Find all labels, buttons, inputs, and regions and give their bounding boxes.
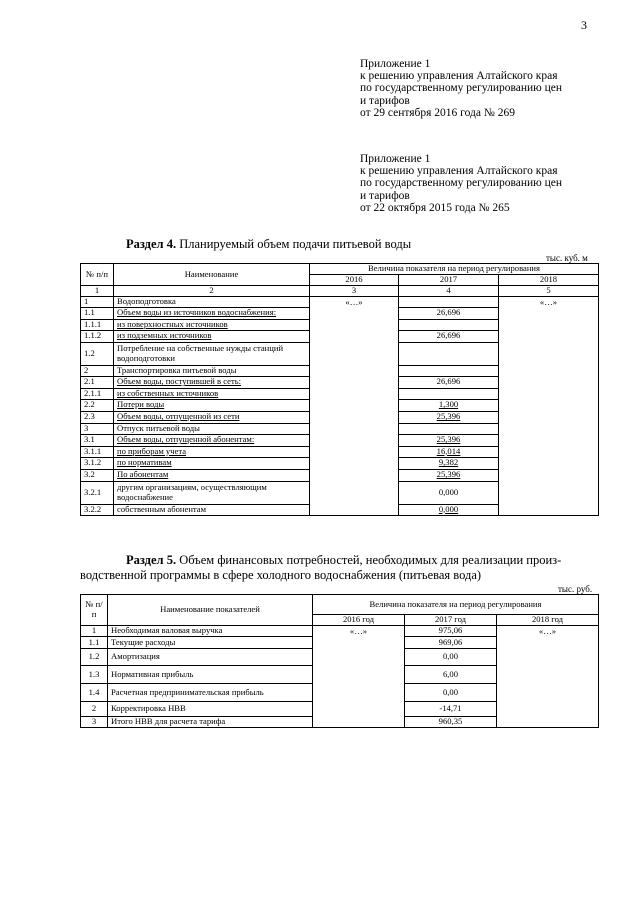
row-num: 3.1 xyxy=(81,434,114,446)
section5-title-line2: водственной программы в сфере холодного водоснабжения (питьевая вода) xyxy=(80,568,482,582)
section4-title-rest: Планируемый объем подачи питьевой воды xyxy=(176,237,412,251)
year-2016: 2016 год xyxy=(313,615,405,626)
colnum: 1 xyxy=(81,285,114,296)
row-name: Корректировка НВВ xyxy=(108,702,313,717)
value-2018-placeholder: «…» xyxy=(499,296,599,515)
appendix-line: по государственному регулированию цен xyxy=(360,82,563,95)
row-name: Потребление на собственные нужды станций водоподготовки xyxy=(114,342,310,365)
value-2017: 0,000 xyxy=(399,481,499,504)
value-2017: 26,696 xyxy=(399,376,499,388)
value-2017: 25,396 xyxy=(399,434,499,446)
row-name: Объем воды, отпущенной абонентам: xyxy=(114,434,310,446)
appendix-line: и тарифов xyxy=(360,189,410,202)
row-name: Объем воды, поступившей в сеть: xyxy=(114,376,310,388)
value-2017: 0,00 xyxy=(405,684,497,702)
row-num: 2.1 xyxy=(81,376,114,388)
colnum: 5 xyxy=(499,285,599,296)
row-num: 3 xyxy=(81,423,114,434)
appendix-line: к решению управления Алтайского края xyxy=(360,165,558,178)
appendix-line: от 22 октября 2015 года № 265 xyxy=(360,201,510,214)
section5-title-rest: Объем финансовых потребностей, необходимых для реализации произ- xyxy=(176,553,562,567)
row-num: 3 xyxy=(81,717,108,728)
value-2017 xyxy=(399,423,499,434)
value-2017: 969,06 xyxy=(405,637,497,649)
row-name: по приборам учета xyxy=(114,446,310,457)
row-name: Амортизация xyxy=(108,649,313,666)
colnum: 3 xyxy=(310,285,399,296)
value-2017: 960,35 xyxy=(405,717,497,728)
row-num: 2 xyxy=(81,702,108,717)
row-name: Объем воды, отпущенной из сети xyxy=(114,411,310,423)
section5-table xyxy=(80,594,599,728)
page-number: 3 xyxy=(581,18,587,32)
row-num: 1.4 xyxy=(81,684,108,702)
year-2016: 2016 xyxy=(310,275,399,286)
table-row xyxy=(81,296,599,307)
value-2017: 16,014 xyxy=(399,446,499,457)
year-2018: 2018 xyxy=(499,275,599,286)
row-num: 1.1 xyxy=(81,307,114,319)
row-num: 1.1 xyxy=(81,637,108,649)
row-num: 1.1.1 xyxy=(81,319,114,330)
value-2017: 25,396 xyxy=(399,469,499,481)
value-2017 xyxy=(399,388,499,399)
value-2017: -14,71 xyxy=(405,702,497,717)
value-2018-placeholder: «…» xyxy=(497,626,599,728)
section5-title-line1 xyxy=(126,553,561,568)
appendix-current xyxy=(360,58,620,119)
row-name: из поверхностных источников xyxy=(114,319,310,330)
row-num: 1.3 xyxy=(81,666,108,684)
header-num: № п/п xyxy=(81,595,108,626)
row-name: Объем воды из источников водоснабжения: xyxy=(114,307,310,319)
value-2016-placeholder: «…» xyxy=(310,296,399,515)
value-2017: 1,300 xyxy=(399,399,499,411)
section4-unit: тыс. куб. м xyxy=(546,253,588,263)
row-name: Текущие расходы xyxy=(108,637,313,649)
value-2017: 9,382 xyxy=(399,457,499,469)
header-num: № п/п xyxy=(81,264,114,286)
value-2016-placeholder: «…» xyxy=(313,626,405,728)
row-num: 2.1.1 xyxy=(81,388,114,399)
row-num: 3.2.1 xyxy=(81,481,114,504)
row-name: Отпуск питьевой воды xyxy=(114,423,310,434)
row-name: из подземных источников xyxy=(114,330,310,342)
header-value: Величина показателя на период регулирования xyxy=(313,595,599,615)
header-name: Наименование xyxy=(114,264,310,286)
section4-title xyxy=(126,237,411,252)
appendix-line: к решению управления Алтайского края xyxy=(360,70,558,83)
appendix-line: Приложение 1 xyxy=(360,58,431,70)
value-2017 xyxy=(399,319,499,330)
appendix-line: и тарифов xyxy=(360,94,410,107)
row-name: Потери воды xyxy=(114,399,310,411)
row-name: Водоподготовка xyxy=(114,296,310,307)
row-name: по нормативам xyxy=(114,457,310,469)
value-2017: 0,00 xyxy=(405,649,497,666)
row-name: собственным абонентам xyxy=(114,504,310,515)
row-num: 3.2.2 xyxy=(81,504,114,515)
year-2017: 2017 xyxy=(399,275,499,286)
appendix-previous xyxy=(360,153,620,214)
row-name: Расчетная предпринимательская прибыль xyxy=(108,684,313,702)
row-name: Итого НВВ для расчета тарифа xyxy=(108,717,313,728)
colnum: 4 xyxy=(399,285,499,296)
value-2017: 26,696 xyxy=(399,307,499,319)
year-2018: 2018 год xyxy=(497,615,599,626)
row-name: Нормативная прибыль xyxy=(108,666,313,684)
value-2017: 6,00 xyxy=(405,666,497,684)
value-2017 xyxy=(399,296,499,307)
header-value: Величина показателя на период регулирования xyxy=(310,264,599,275)
row-name: Необходимая валовая выручка xyxy=(108,626,313,637)
value-2017: 26,696 xyxy=(399,330,499,342)
row-num: 2.2 xyxy=(81,399,114,411)
appendix-line: от 29 сентября 2016 года № 269 xyxy=(360,106,515,119)
row-num: 3.1.1 xyxy=(81,446,114,457)
colnum: 2 xyxy=(114,285,310,296)
row-num: 1.1.2 xyxy=(81,330,114,342)
row-num: 1 xyxy=(81,626,108,637)
row-num: 3.2 xyxy=(81,469,114,481)
row-name: другим организациям, осуществляющим водоснабжение xyxy=(114,481,310,504)
year-2017: 2017 год xyxy=(405,615,497,626)
section4-title-bold: Раздел 4. xyxy=(126,237,177,251)
row-name: Транспортировка питьевой воды xyxy=(114,365,310,376)
section5-title-bold: Раздел 5. xyxy=(126,553,177,567)
row-name: По абонентам xyxy=(114,469,310,481)
row-num: 1 xyxy=(81,296,114,307)
value-2017: 0,000 xyxy=(399,504,499,515)
section5-unit: тыс. руб. xyxy=(558,584,593,594)
appendix-line: Приложение 1 xyxy=(360,153,431,165)
row-num: 1.2 xyxy=(81,342,114,365)
value-2017 xyxy=(399,342,499,365)
header-name: Наименование показателей xyxy=(108,595,313,626)
value-2017: 975,06 xyxy=(405,626,497,637)
appendix-line: по государственному регулированию цен xyxy=(360,177,563,190)
table-row xyxy=(81,626,599,637)
row-name: из собственных источников xyxy=(114,388,310,399)
value-2017 xyxy=(399,365,499,376)
row-num: 2 xyxy=(81,365,114,376)
row-num: 2.3 xyxy=(81,411,114,423)
row-num: 3.1.2 xyxy=(81,457,114,469)
value-2017: 25,396 xyxy=(399,411,499,423)
section4-table xyxy=(80,263,599,516)
row-num: 1.2 xyxy=(81,649,108,666)
